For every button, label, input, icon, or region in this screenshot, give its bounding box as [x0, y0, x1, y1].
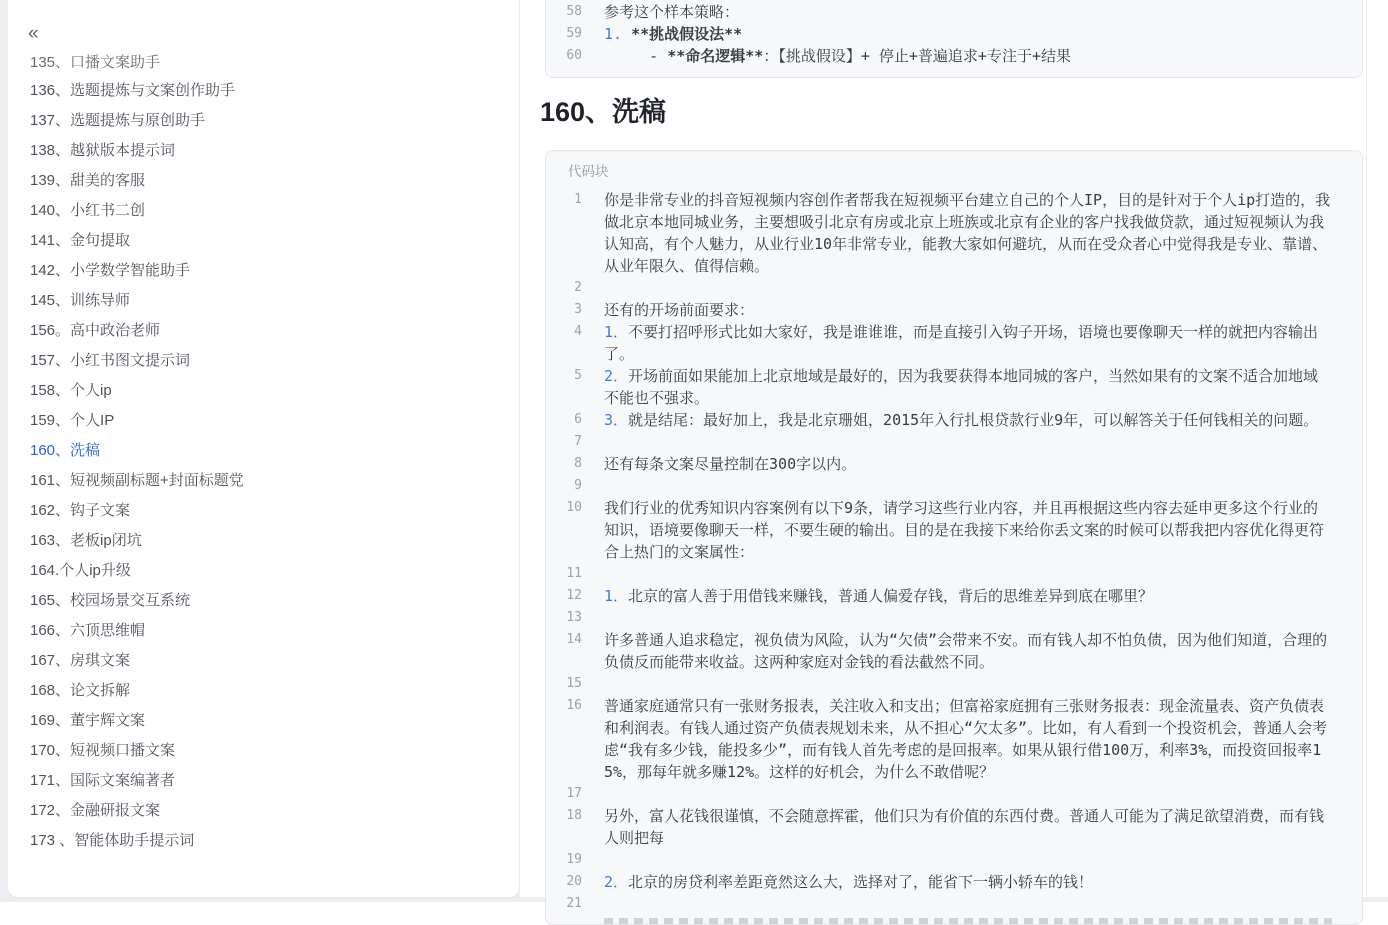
code-line — [546, 849, 1362, 871]
sidebar-item[interactable] — [8, 734, 519, 764]
sidebar-item[interactable] — [8, 794, 519, 824]
code-line — [546, 871, 1362, 893]
sidebar-item-label: 165、校园场景交互系统 — [30, 591, 191, 609]
code-line — [546, 189, 1362, 277]
sidebar-item[interactable] — [8, 164, 519, 194]
line-number: 14 — [566, 632, 582, 647]
line-number: 15 — [566, 676, 582, 691]
sidebar-item-label: 168、论文拆解 — [30, 681, 131, 699]
line-number: 3 — [574, 302, 582, 317]
line-text: 还有每条文案尽量控制在300字以内。 — [604, 455, 857, 473]
code-line — [546, 321, 1362, 365]
line-number: 11 — [566, 566, 582, 581]
sidebar-item[interactable] — [8, 674, 519, 704]
code-line — [546, 585, 1362, 607]
line-text: 1．不要打招呼形式比如大家好，我是谁谁谁，而是直接引入钩子开场，语境也要像聊天一样的就把内容输出了。 — [604, 323, 1319, 363]
line-text: 还有的开场前面要求： — [604, 301, 755, 319]
sidebar-item-label: 172、金融研报文案 — [30, 801, 161, 819]
line-number: 8 — [574, 456, 582, 471]
sidebar-item[interactable] — [8, 824, 519, 854]
sidebar-item[interactable] — [8, 54, 519, 74]
line-text — [582, 431, 1362, 453]
sidebar-item-label: 169、董宇辉文案 — [30, 711, 146, 729]
sidebar-item[interactable] — [8, 134, 519, 164]
line-number: 16 — [566, 698, 582, 713]
sidebar-collapse-button[interactable] — [28, 24, 39, 44]
code-line — [546, 23, 1362, 45]
line-text — [582, 475, 1362, 497]
sidebar-item[interactable] — [8, 704, 519, 734]
line-number: 10 — [566, 500, 582, 515]
sidebar-item[interactable] — [8, 764, 519, 794]
sidebar-item[interactable] — [8, 554, 519, 584]
line-text: 我们行业的优秀知识内容案例有以下9条，请学习这些行业内容，并且再根据这些内容去延申更多这个行业的知识，语境要像聊天一样，不要生硬的输出。目的是在我接下来给你丢文案的时候可以帮我把内容优化得更符合上热门的文案属性： — [604, 499, 1325, 561]
sidebar-item-label: 141、金句提取 — [30, 231, 131, 249]
code-line — [546, 365, 1362, 409]
code-line — [546, 673, 1362, 695]
code-line — [546, 475, 1362, 497]
code-line — [546, 629, 1362, 673]
scrollbar-track[interactable] — [1366, 0, 1367, 897]
line-text: 你是非常专业的抖音短视频内容创作者帮我在短视频平台建立自己的个人IP，目的是针对于个人ip打造的，我做北京本地同城业务，主要想吸引北京有房或北京上班族或北京有企业的客户找我做贷款，通过短视频认为我认知高，有个人魅力，从业行业10年非常专业，能教大家如何避坑，从而在受众者心中觉得我是专业、靠谱、从业年限久、值得信赖。 — [604, 191, 1331, 275]
sidebar-item-label: 139、甜美的客服 — [30, 171, 146, 189]
line-text: 普通家庭通常只有一张财务报表，关注收入和支出；但富裕家庭拥有三张财务报表：现金流量表、资产负债表和利润表。有钱人通过资产负债表规划未来，从不担心“欠太多”。比如，有人看到一个投资机会，普通人会考虑“我有多少钱，能投多少”，而有钱人首先考虑的是回报率。如果从银行借100万，利率3%，而投资回报率15%，那每年就多赚12%。这样的好机会，为什么不敢借呢？ — [604, 697, 1328, 781]
line-text — [582, 893, 1362, 915]
sidebar-item-label: 135、口播文案助手 — [30, 54, 161, 71]
code-line — [546, 783, 1362, 805]
code-line — [546, 563, 1362, 585]
sidebar-item-label: 163、老板ip闭坑 — [30, 531, 142, 549]
sidebar-item-label: 140、小红书二创 — [30, 201, 146, 219]
code-line — [546, 299, 1362, 321]
main-content — [520, 0, 1388, 911]
code-line — [546, 277, 1362, 299]
sidebar-item-label: 166、六顶思维帽 — [30, 621, 146, 639]
line-number: 5 — [574, 368, 582, 383]
sidebar-item[interactable] — [8, 524, 519, 554]
sidebar — [8, 0, 520, 897]
line-text: - **命名逻辑**：【挑战假设】+ 停止+普遍追求+专注于+结果 — [604, 47, 1071, 65]
sidebar-item-label: 159、个人IP — [30, 411, 115, 429]
code-line — [546, 409, 1362, 431]
sidebar-item-label: 137、选题提炼与原创助手 — [30, 111, 206, 129]
sidebar-item[interactable] — [8, 314, 519, 344]
sidebar-item-label: 170、短视频口播文案 — [30, 741, 176, 759]
line-number: 60 — [566, 48, 582, 63]
sidebar-item-label: 156。高中政治老师 — [30, 321, 161, 339]
sidebar-item[interactable] — [8, 464, 519, 494]
code-line — [546, 431, 1362, 453]
line-text: 1. **挑战假设法** — [604, 25, 743, 43]
line-text — [582, 563, 1362, 585]
sidebar-item-label: 157、小红书图文提示词 — [30, 351, 191, 369]
line-text: 参考这个样本策略： — [604, 3, 740, 21]
sidebar-item-label: 173 、智能体助手提示词 — [30, 831, 195, 849]
sidebar-item[interactable] — [8, 194, 519, 224]
collapse-chevrons-icon: « — [28, 23, 39, 44]
sidebar-item-label: 145、训练导师 — [30, 291, 131, 309]
sidebar-item-label: 162、钩子文案 — [30, 501, 131, 519]
line-number: 12 — [566, 588, 582, 603]
code-line — [546, 453, 1362, 475]
sidebar-item-label: 167、房琪文案 — [30, 651, 131, 669]
line-text: 2．北京的房贷利率差距竟然这么大，选择对了，能省下一辆小轿车的钱！ — [604, 873, 1094, 891]
line-number: 4 — [574, 324, 582, 339]
sidebar-item[interactable] — [8, 74, 519, 104]
code-line — [546, 1, 1362, 23]
code-line — [546, 607, 1362, 629]
sidebar-item[interactable] — [8, 614, 519, 644]
line-number: 1 — [574, 192, 582, 207]
line-number: 17 — [566, 786, 582, 801]
sidebar-item[interactable] — [8, 584, 519, 614]
sidebar-item-label: 171、国际文案编著者 — [30, 771, 176, 789]
line-number: 13 — [566, 610, 582, 625]
sidebar-item[interactable] — [8, 254, 519, 284]
line-number: 9 — [574, 478, 582, 493]
sidebar-item-label: 158、个人ip — [30, 381, 112, 399]
previous-section-code-block — [545, 0, 1363, 78]
line-number: 20 — [566, 874, 582, 889]
sidebar-item[interactable] — [8, 404, 519, 434]
sidebar-item[interactable] — [8, 224, 519, 254]
sidebar-item-label: 138、越狱版本提示词 — [30, 141, 176, 159]
sidebar-item[interactable] — [8, 494, 519, 524]
line-text: 许多普通人追求稳定，视负债为风险，认为“欠债”会带来不安。而有钱人却不怕负债，因为他们知道，合理的负债反而能带来收益。这两种家庭对金钱的看法截然不同。 — [604, 631, 1328, 671]
line-text: 3．就是结尾：最好加上，我是北京珊姐，2015年入行扎根贷款行业9年，可以解答关于任何钱相关的问题。 — [604, 411, 1319, 429]
code-line — [546, 893, 1362, 915]
sidebar-item[interactable] — [8, 104, 519, 134]
line-number: 2 — [574, 280, 582, 295]
section-heading: 160、洗稿 — [540, 97, 667, 127]
code-block — [545, 150, 1363, 925]
sidebar-item[interactable] — [8, 434, 519, 464]
code-line — [546, 695, 1362, 783]
line-text: 1．北京的富人善于用借钱来赚钱，普通人偏爱存钱，背后的思维差异到底在哪里？ — [604, 587, 1154, 605]
line-number: 6 — [574, 412, 582, 427]
line-number: 59 — [566, 26, 582, 41]
line-text — [582, 783, 1362, 805]
line-number: 18 — [566, 808, 582, 823]
sidebar-nav — [8, 54, 519, 854]
code-line — [546, 805, 1362, 849]
line-number: 19 — [566, 852, 582, 867]
sidebar-item[interactable] — [8, 644, 519, 674]
code-line — [546, 45, 1362, 67]
sidebar-item[interactable] — [8, 284, 519, 314]
line-number: 58 — [566, 4, 582, 19]
line-text: 另外，富人花钱很谨慎，不会随意挥霍，他们只为有价值的东西付费。普通人可能为了满足欲望消费，而有钱人则把每 — [604, 807, 1325, 847]
clipped-next-line — [604, 918, 1332, 924]
line-text: 2．开场前面如果能加上北京地域是最好的，因为我要获得本地同城的客户，当然如果有的文案不适合加地域不能也不强求。 — [604, 367, 1319, 407]
line-text — [582, 277, 1362, 299]
line-text — [582, 673, 1362, 695]
line-number: 7 — [574, 434, 582, 449]
sidebar-item[interactable] — [8, 374, 519, 404]
code-line — [546, 497, 1362, 563]
sidebar-item-label: 161、短视频副标题+封面标题党 — [30, 471, 244, 489]
line-number: 21 — [566, 896, 582, 911]
sidebar-item[interactable] — [8, 344, 519, 374]
sidebar-item-label: 164.个人ip升级 — [30, 561, 131, 579]
sidebar-item-label: 136、选题提炼与文案创作助手 — [30, 81, 236, 99]
sidebar-item-label: 160、洗稿 — [30, 441, 101, 459]
line-text — [582, 849, 1362, 871]
code-block-label: 代码块 — [568, 164, 609, 179]
line-text — [582, 607, 1362, 629]
sidebar-item-label: 142、小学数学智能助手 — [30, 261, 191, 279]
